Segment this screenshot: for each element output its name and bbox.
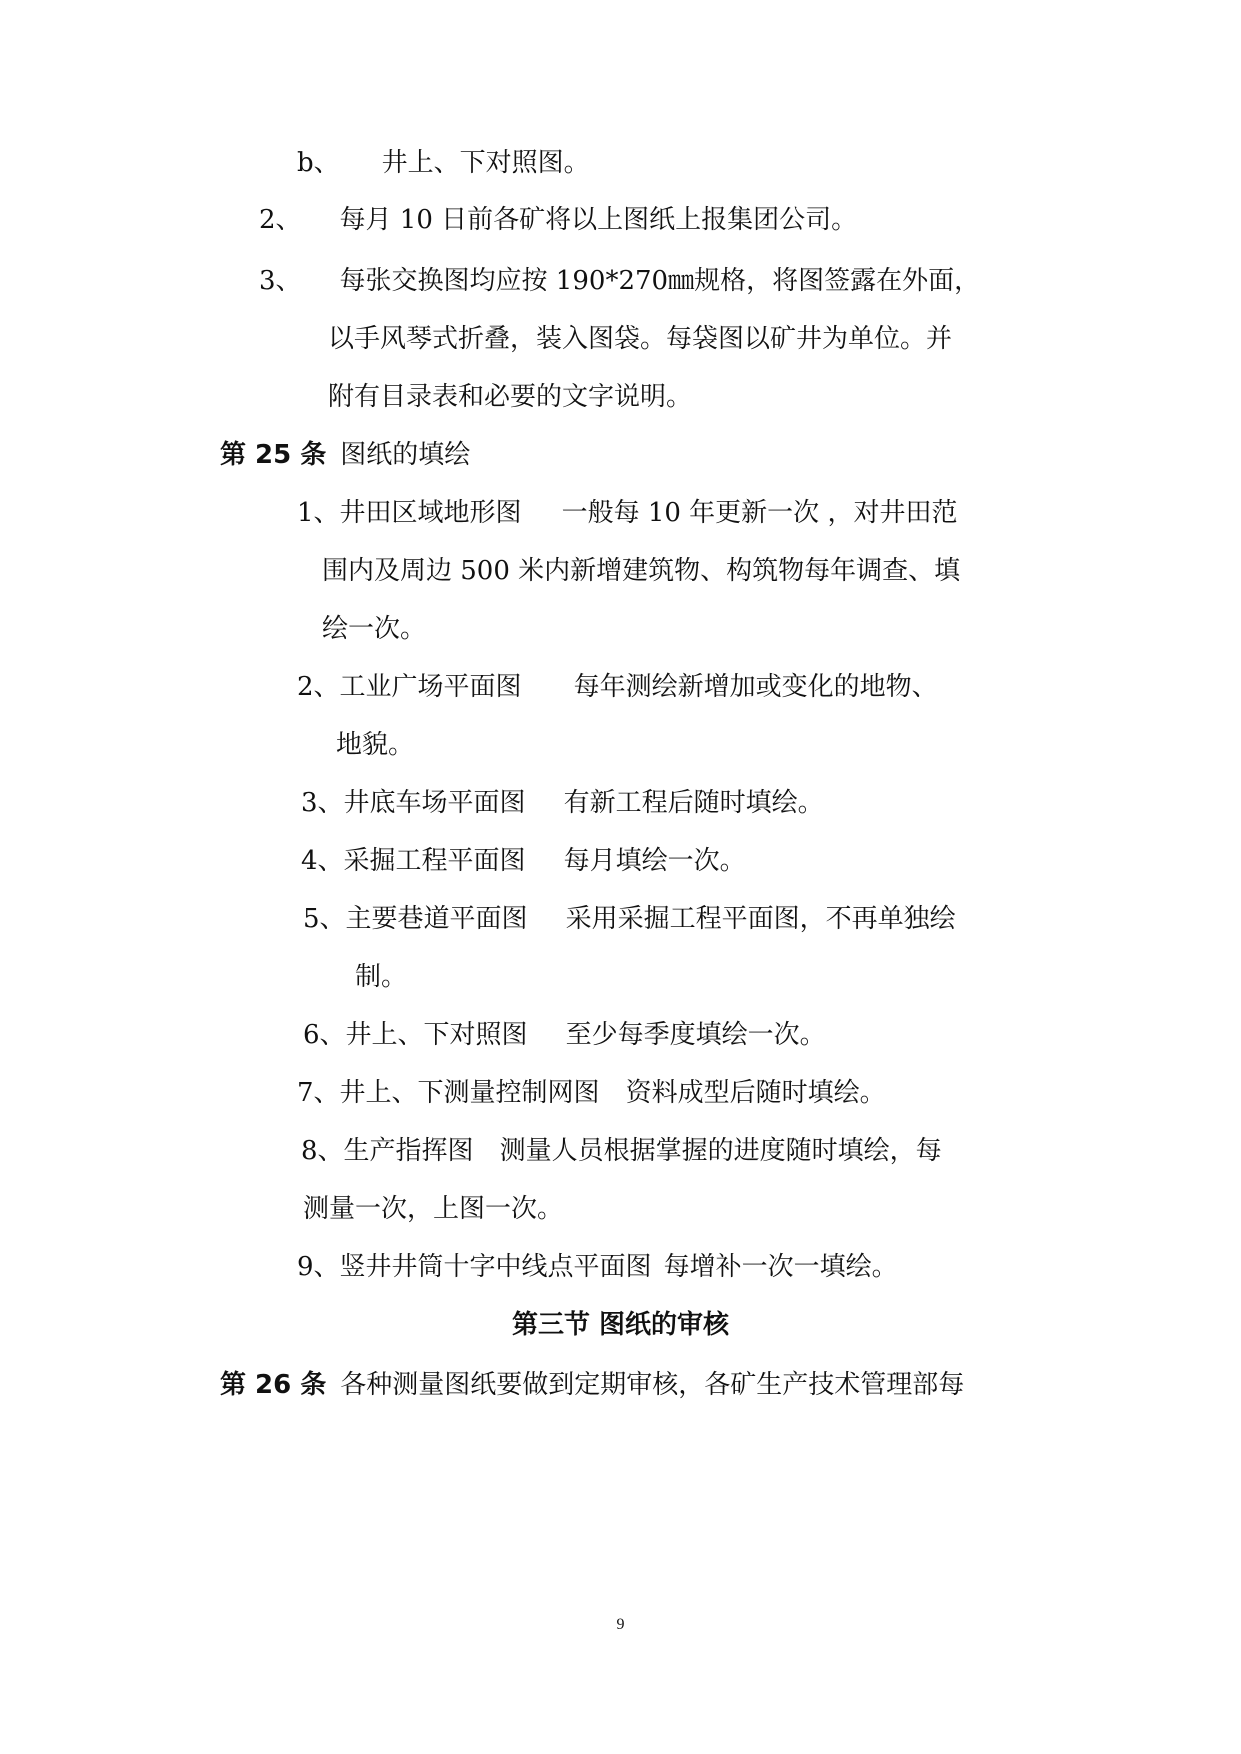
drawing-name: 井上、下对照图 bbox=[345, 1020, 528, 1050]
item-marker: 1、 bbox=[297, 498, 340, 528]
fill-item-2-cont: 地貌。 bbox=[336, 730, 415, 760]
fill-item-1 bbox=[297, 500, 957, 526]
fill-rule: 资料成型后随时填绘。 bbox=[625, 1078, 886, 1108]
fill-item-8-cont: 测量一次，上图一次。 bbox=[303, 1194, 564, 1224]
item-marker: 9、 bbox=[297, 1252, 340, 1282]
list-item-b bbox=[297, 150, 590, 176]
fill-item-3 bbox=[301, 790, 824, 816]
list-item-2 bbox=[259, 207, 857, 233]
fill-item-1-cont: 围内及周边 500 米内新增建筑物、构筑物每年调查、填 bbox=[322, 556, 961, 586]
fill-rule: 至少每季度填绘一次。 bbox=[565, 1020, 826, 1050]
item-marker: 2、 bbox=[297, 672, 340, 702]
fill-item-5 bbox=[303, 906, 956, 932]
list-item-3 bbox=[259, 268, 980, 294]
item-marker: 3、 bbox=[259, 266, 302, 296]
fill-item-4 bbox=[301, 848, 746, 874]
item-marker: 4、 bbox=[301, 846, 344, 876]
fill-rule: 每增补一次一填绘。 bbox=[663, 1252, 898, 1282]
fill-rule: 有新工程后随时填绘。 bbox=[563, 788, 824, 818]
fill-rule: 测量人员根据掌握的进度随时填绘，每 bbox=[499, 1136, 942, 1166]
article-26-heading bbox=[220, 1372, 964, 1398]
section-heading: 第三节 图纸的审核 bbox=[511, 1310, 730, 1340]
item-text: 井上、下对照图。 bbox=[381, 148, 590, 178]
drawing-name: 竖井井筒十字中线点平面图 bbox=[339, 1252, 652, 1282]
fill-item-5-cont: 制。 bbox=[355, 962, 408, 992]
drawing-name: 采掘工程平面图 bbox=[343, 846, 526, 876]
fill-rule: 采用采掘工程平面图，不再单独绘 bbox=[565, 904, 956, 934]
fill-item-9 bbox=[297, 1254, 898, 1280]
article-25-heading bbox=[220, 442, 470, 468]
article-text: 各种测量图纸要做到定期审核，各矿生产技术管理部每 bbox=[340, 1370, 965, 1400]
drawing-name: 主要巷道平面图 bbox=[345, 904, 528, 934]
item-text: 每月 10 日前各矿将以上图纸上报集团公司。 bbox=[339, 205, 858, 235]
drawing-name: 井底车场平面图 bbox=[343, 788, 526, 818]
item-marker: 6、 bbox=[303, 1020, 346, 1050]
fill-item-6 bbox=[303, 1022, 826, 1048]
item-marker: 2、 bbox=[259, 205, 302, 235]
article-label: 第 25 条 bbox=[220, 440, 327, 470]
item-text: 每张交换图均应按 190*270㎜规格，将图签露在外面， bbox=[339, 266, 981, 296]
page-number: 9 bbox=[616, 1616, 625, 1633]
item-marker: 7、 bbox=[297, 1078, 340, 1108]
item-marker: 5、 bbox=[303, 904, 346, 934]
list-item-3-cont: 附有目录表和必要的文字说明。 bbox=[328, 382, 693, 412]
drawing-name: 井田区域地形图 bbox=[339, 498, 522, 528]
item-marker: 8、 bbox=[301, 1136, 344, 1166]
fill-item-1-cont: 绘一次。 bbox=[322, 614, 427, 644]
list-item-3-cont: 以手风琴式折叠，装入图袋。每袋图以矿井为单位。并 bbox=[328, 324, 953, 354]
article-text: 图纸的填绘 bbox=[340, 440, 471, 470]
drawing-name: 生产指挥图 bbox=[343, 1136, 474, 1166]
fill-item-7 bbox=[297, 1080, 886, 1106]
fill-item-2 bbox=[297, 674, 938, 700]
fill-item-8 bbox=[301, 1138, 942, 1164]
item-marker: b、 bbox=[297, 148, 340, 178]
fill-rule: 一般每 10 年更新一次 ，对井田范 bbox=[561, 498, 958, 528]
article-label: 第 26 条 bbox=[220, 1370, 327, 1400]
drawing-name: 井上、下测量控制网图 bbox=[339, 1078, 600, 1108]
item-marker: 3、 bbox=[301, 788, 344, 818]
drawing-name: 工业广场平面图 bbox=[339, 672, 522, 702]
fill-rule: 每年测绘新增加或变化的地物、 bbox=[573, 672, 938, 702]
fill-rule: 每月填绘一次。 bbox=[563, 846, 746, 876]
